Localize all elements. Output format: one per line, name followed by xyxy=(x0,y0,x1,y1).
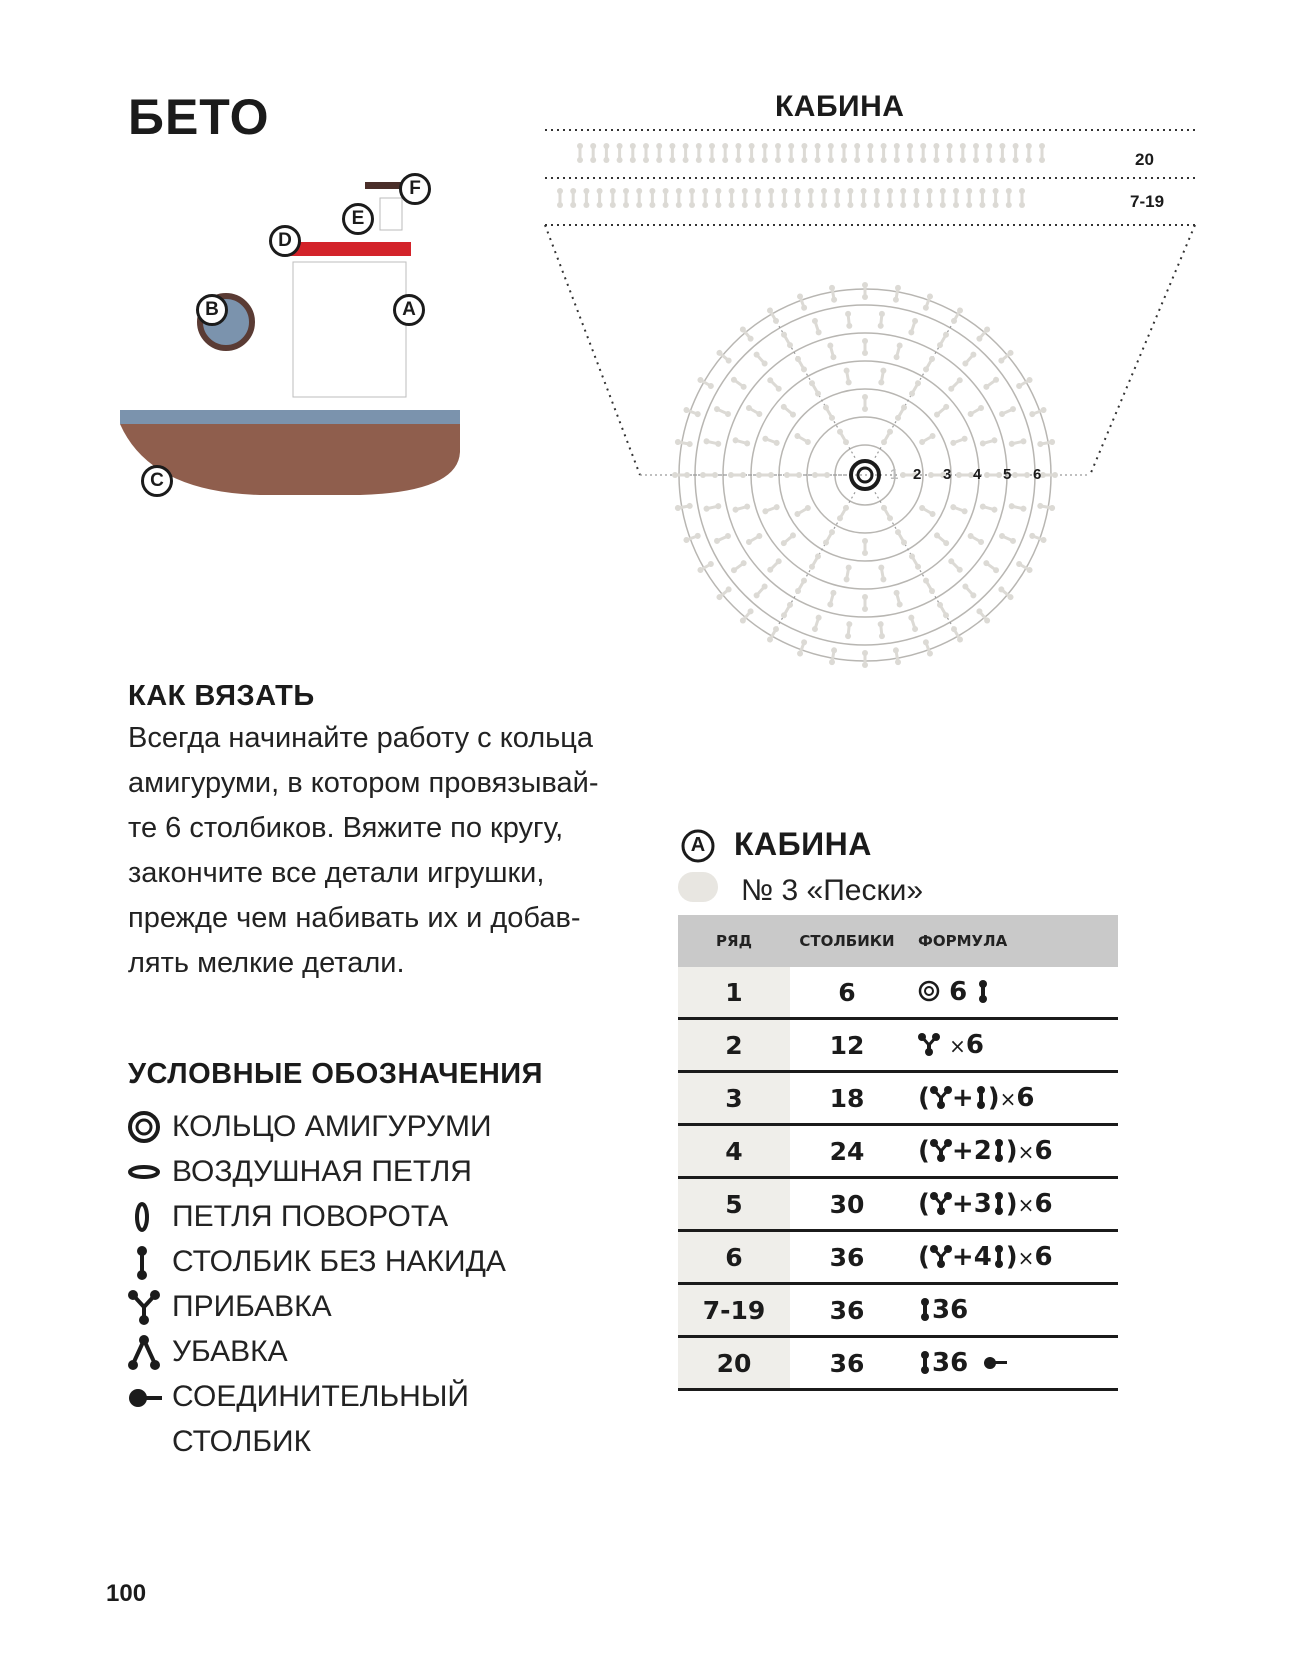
stitch-mark xyxy=(630,143,636,163)
stitch-mark xyxy=(1013,143,1019,163)
stitch-mark xyxy=(982,559,1000,574)
slip-stitch-icon xyxy=(128,1377,168,1417)
chain-stitch-icon xyxy=(128,1152,168,1192)
stitch-mark xyxy=(713,532,732,545)
stitch-mark xyxy=(700,472,718,478)
stitch-mark xyxy=(836,428,850,447)
legend-item: СОЕДИНИТЕЛЬНЫЙ xyxy=(128,1374,506,1419)
legend-item: КОЛЬЦО АМИГУРУМИ xyxy=(128,1104,506,1149)
legend-item-continuation: СТОЛБИК xyxy=(172,1425,312,1458)
stitch-mark xyxy=(877,621,885,640)
stitch-mark xyxy=(892,647,901,666)
stitch-mark xyxy=(1039,143,1045,163)
stitch-mark xyxy=(762,435,781,447)
stitch-mark xyxy=(730,376,748,391)
stitch-mark xyxy=(793,432,812,446)
label-e: E xyxy=(342,203,374,235)
chart-row-label-7-19: 7-19 xyxy=(1130,192,1165,211)
table-row: 6 36 ( +4 )×6 xyxy=(678,1231,1118,1284)
label-b: B xyxy=(196,294,228,326)
stitch-mark xyxy=(577,143,583,163)
stitch-mark xyxy=(947,557,964,574)
turning-chain-icon xyxy=(128,1197,168,1237)
stitch-mark xyxy=(966,188,972,208)
stitch-mark xyxy=(762,503,781,515)
stitch-mark xyxy=(822,403,836,422)
table-row: 5 30 ( +3 )×6 xyxy=(678,1178,1118,1231)
stitch-mark xyxy=(728,472,746,478)
part-letter: A xyxy=(690,834,706,856)
magic-ring-icon xyxy=(128,1107,168,1147)
stitch-mark xyxy=(762,143,768,163)
increase-icon xyxy=(930,1244,952,1268)
round-number-3: 3 xyxy=(943,466,952,483)
stitch-mark xyxy=(845,621,853,640)
stitch-mark xyxy=(1037,439,1056,448)
stitch-mark xyxy=(986,143,992,163)
stitch-mark xyxy=(1037,502,1056,511)
stitch-mark xyxy=(793,504,812,518)
label-d: D xyxy=(269,225,301,257)
stitch-mark xyxy=(583,188,589,208)
cabin-part xyxy=(293,262,406,397)
increase-icon xyxy=(918,1032,940,1056)
legend-list xyxy=(128,1104,506,1464)
stitch-mark xyxy=(854,143,860,163)
row-20-stitches xyxy=(577,143,1045,163)
table-row: 2 12 ×6 xyxy=(678,1019,1118,1072)
col-row-header: РЯД xyxy=(678,915,790,967)
single-crochet-icon xyxy=(974,1085,988,1109)
stitch-mark xyxy=(703,438,722,448)
page-number: 100 xyxy=(106,1580,147,1607)
stitch-mark xyxy=(960,143,966,163)
stitch-mark xyxy=(880,504,894,523)
table-row: 1 6 6 xyxy=(678,967,1118,1019)
stitch-mark xyxy=(1040,472,1058,478)
stitch-mark xyxy=(877,311,885,330)
stitch-mark xyxy=(936,331,950,350)
stitch-mark xyxy=(827,589,837,608)
stitch-mark xyxy=(878,564,887,583)
stitch-mark xyxy=(918,432,937,446)
legend-item: СТОЛБИК БЕЗ НАКИДА xyxy=(128,1239,506,1284)
stitch-mark xyxy=(557,188,563,208)
stitch-mark xyxy=(590,143,596,163)
stitch-mark xyxy=(689,188,695,208)
stitch-mark xyxy=(908,379,922,398)
label-c: C xyxy=(141,465,173,497)
stitch-mark xyxy=(867,143,873,163)
stitch-mark xyxy=(998,405,1017,418)
stitch-mark xyxy=(603,143,609,163)
stitch-mark xyxy=(649,188,655,208)
stitch-mark xyxy=(1008,503,1027,513)
table-row: 4 24 ( +2 )×6 xyxy=(678,1125,1118,1178)
stitch-mark xyxy=(715,188,721,208)
label-a: A xyxy=(393,294,425,326)
slip-stitch-icon xyxy=(983,1355,1009,1371)
stitch-mark xyxy=(732,503,751,513)
single-crochet-icon xyxy=(992,1138,1006,1162)
stitch-mark xyxy=(979,188,985,208)
stitch-mark xyxy=(878,367,887,386)
single-crochet-icon xyxy=(976,979,990,1003)
stitch-mark xyxy=(656,143,662,163)
stitch-mark xyxy=(979,437,998,447)
single-crochet-icon xyxy=(918,1350,932,1374)
stitch-mark xyxy=(861,188,867,208)
stitch-mark xyxy=(1008,438,1027,448)
page-title: БЕТО xyxy=(128,89,270,145)
stitch-mark xyxy=(862,338,868,356)
stitch-mark xyxy=(768,188,774,208)
stitch-mark xyxy=(722,143,728,163)
stitch-mark xyxy=(908,552,922,571)
magic-ring-icon xyxy=(918,980,940,1002)
stitch-mark xyxy=(967,404,986,418)
decrease-icon xyxy=(128,1332,168,1372)
stitch-mark xyxy=(674,502,693,511)
stitch-mark xyxy=(933,143,939,163)
increase-icon xyxy=(128,1287,168,1327)
stitch-mark xyxy=(913,188,919,208)
table-row: 20 36 36 xyxy=(678,1337,1118,1390)
round-number-5: 5 xyxy=(1003,466,1012,483)
label-f: F xyxy=(399,173,431,205)
round-rings xyxy=(640,282,1090,668)
stitch-mark xyxy=(812,472,830,478)
stitch-mark xyxy=(920,143,926,163)
stitch-mark xyxy=(993,188,999,208)
stitch-mark xyxy=(1026,143,1032,163)
stitch-mark xyxy=(936,601,950,620)
stitch-mark xyxy=(908,317,919,336)
stitch-mark xyxy=(893,342,903,361)
stitch-mark xyxy=(998,532,1017,545)
stitch-mark xyxy=(908,614,919,633)
stitch-mark xyxy=(900,188,906,208)
stitch-mark xyxy=(933,403,951,419)
stitch-mark xyxy=(862,394,868,412)
stitch-mark xyxy=(811,614,822,633)
legend-heading: УСЛОВНЫЕ ОБОЗНАЧЕНИЯ xyxy=(128,1058,543,1090)
stitch-mark xyxy=(669,143,675,163)
chart-row-label-20: 20 xyxy=(1135,150,1154,169)
stitch-mark xyxy=(745,404,764,418)
stitch-mark xyxy=(843,367,852,386)
stitch-mark xyxy=(623,188,629,208)
pattern-table xyxy=(678,915,1118,1391)
stitch-mark xyxy=(730,559,748,574)
stitch-mark xyxy=(808,379,822,398)
stitch-mark xyxy=(967,532,986,546)
stitch-mark xyxy=(907,143,913,163)
stitch-mark xyxy=(829,647,838,666)
cabin-roof-part xyxy=(288,242,411,256)
how-to-line: амигуруми, в котором провязывай- xyxy=(128,767,599,799)
stitch-mark xyxy=(755,188,761,208)
stitch-mark xyxy=(780,403,798,419)
stitch-mark xyxy=(956,472,974,478)
stitch-mark xyxy=(982,376,1000,391)
how-to-text xyxy=(128,716,648,986)
stitch-mark xyxy=(672,472,690,478)
stitch-mark xyxy=(808,552,822,571)
stitch-mark xyxy=(766,557,783,574)
legend-item: ПРИБАВКА xyxy=(128,1284,506,1329)
stitch-mark xyxy=(862,650,868,668)
single-crochet-icon xyxy=(992,1191,1006,1215)
stitch-mark xyxy=(702,188,708,208)
stitch-mark xyxy=(795,188,801,208)
stitch-mark xyxy=(961,350,978,367)
stitch-mark xyxy=(780,331,794,350)
part-letter-badge xyxy=(680,828,716,864)
col-count-header: СТОЛБИКИ xyxy=(790,915,904,967)
stitch-mark xyxy=(617,143,623,163)
stitch-mark xyxy=(984,472,1002,478)
table-row: 3 18 ( + )×6 xyxy=(678,1072,1118,1125)
stitch-mark xyxy=(808,188,814,208)
stitch-mark xyxy=(862,282,868,300)
legend-item: ВОЗДУШНАЯ ПЕТЛЯ xyxy=(128,1149,506,1194)
stitch-mark xyxy=(766,376,783,393)
stitch-mark xyxy=(828,143,834,163)
stitch-mark xyxy=(780,531,798,547)
stitch-mark xyxy=(775,143,781,163)
stitch-mark xyxy=(827,342,837,361)
table-row: 7-19 36 36 xyxy=(678,1284,1118,1337)
stitch-mark xyxy=(922,355,936,374)
round-number-1: 1 xyxy=(890,466,899,483)
increase-icon xyxy=(930,1191,952,1215)
stitch-mark xyxy=(752,582,769,599)
stitch-mark xyxy=(610,188,616,208)
stitch-mark xyxy=(894,403,908,422)
stitch-mark xyxy=(947,376,964,393)
stitch-mark xyxy=(953,188,959,208)
stitch-mark xyxy=(713,405,732,418)
stitch-mark xyxy=(1012,472,1030,478)
stitch-mark xyxy=(887,188,893,208)
stitch-mark xyxy=(674,439,693,448)
row-7-19-stitches xyxy=(557,188,1025,208)
single-crochet-icon xyxy=(992,1244,1006,1268)
stitch-mark xyxy=(643,143,649,163)
single-crochet-icon xyxy=(128,1242,168,1282)
stitch-mark xyxy=(815,143,821,163)
how-to-line: лять мелкие детали. xyxy=(128,947,405,979)
yarn-color-swatch xyxy=(678,872,718,902)
stitch-mark xyxy=(801,143,807,163)
legend-item: ПЕТЛЯ ПОВОРОТА xyxy=(128,1194,506,1239)
stitch-mark xyxy=(841,143,847,163)
stitch-mark xyxy=(683,143,689,163)
stitch-mark xyxy=(829,284,838,303)
stitch-mark xyxy=(570,188,576,208)
how-to-line: те 6 столбиков. Вяжите по кругу, xyxy=(128,812,564,844)
table-header-row xyxy=(678,915,1118,967)
stitch-mark xyxy=(862,538,868,556)
chimney-base-part xyxy=(380,198,402,230)
chart-title: КАБИНА xyxy=(775,90,905,123)
stitch-mark xyxy=(784,472,802,478)
stitch-mark xyxy=(745,532,764,546)
stitch-mark xyxy=(752,350,769,367)
stitch-mark xyxy=(949,503,968,515)
stitch-mark xyxy=(979,503,998,513)
stitch-mark xyxy=(781,188,787,208)
stitch-mark xyxy=(742,188,748,208)
stitch-mark xyxy=(597,188,603,208)
stitch-mark xyxy=(862,594,868,612)
stitch-mark xyxy=(933,531,951,547)
stitch-mark xyxy=(1006,188,1012,208)
increase-icon xyxy=(930,1085,952,1109)
how-to-line: закончите все детали игрушки, xyxy=(128,857,545,889)
stitch-mark xyxy=(918,504,937,518)
stitch-mark xyxy=(947,143,953,163)
stitch-mark xyxy=(881,143,887,163)
stitch-mark xyxy=(756,472,774,478)
stitch-mark xyxy=(973,143,979,163)
stitch-mark xyxy=(847,188,853,208)
stitch-mark xyxy=(999,143,1005,163)
stitch-mark xyxy=(836,504,850,523)
stitch-mark xyxy=(735,143,741,163)
increase-icon xyxy=(930,1138,952,1162)
stitch-mark xyxy=(821,188,827,208)
stitch-mark xyxy=(709,143,715,163)
col-formula-header: ФОРМУЛА xyxy=(904,915,1118,967)
single-crochet-icon xyxy=(918,1297,932,1321)
stitch-mark xyxy=(729,188,735,208)
stitch-mark xyxy=(834,188,840,208)
yarn-name: № 3 «Пески» xyxy=(741,874,924,907)
stitch-mark xyxy=(880,428,894,447)
how-to-line: Всегда начинайте работу с кольца xyxy=(128,722,594,754)
stitch-mark xyxy=(703,503,722,513)
stitch-mark xyxy=(843,564,852,583)
stitch-mark xyxy=(794,355,808,374)
stitch-mark xyxy=(927,188,933,208)
stitch-mark xyxy=(636,188,642,208)
stitch-mark xyxy=(892,284,901,303)
stitch-mark xyxy=(845,311,853,330)
stitch-mark xyxy=(663,188,669,208)
stitch-mark xyxy=(732,437,751,447)
stitch-mark xyxy=(940,188,946,208)
round-number-2: 2 xyxy=(913,466,922,483)
stitch-mark xyxy=(788,143,794,163)
stitch-mark xyxy=(961,582,978,599)
stitch-mark xyxy=(676,188,682,208)
how-to-line: прежде чем набивать их и добав- xyxy=(128,902,581,934)
stitch-mark xyxy=(822,528,836,547)
stitch-mark xyxy=(780,601,794,620)
legend-item: УБАВКА xyxy=(128,1329,506,1374)
stitch-mark xyxy=(894,143,900,163)
part-name: КАБИНА xyxy=(734,826,872,862)
stitch-mark xyxy=(894,528,908,547)
how-to-heading: КАК ВЯЗАТЬ xyxy=(128,680,315,712)
round-number-6: 6 xyxy=(1033,466,1042,483)
deck-part xyxy=(120,410,460,424)
boat-diagram xyxy=(110,170,490,520)
stitch-mark xyxy=(794,577,808,596)
stitch-mark xyxy=(1019,188,1025,208)
stitch-mark xyxy=(922,577,936,596)
stitch-mark xyxy=(696,143,702,163)
round-number-4: 4 xyxy=(973,466,982,483)
stitch-mark xyxy=(893,589,903,608)
stitch-mark xyxy=(949,435,968,447)
stitch-mark xyxy=(811,317,822,336)
stitch-mark xyxy=(874,188,880,208)
stitch-mark xyxy=(749,143,755,163)
